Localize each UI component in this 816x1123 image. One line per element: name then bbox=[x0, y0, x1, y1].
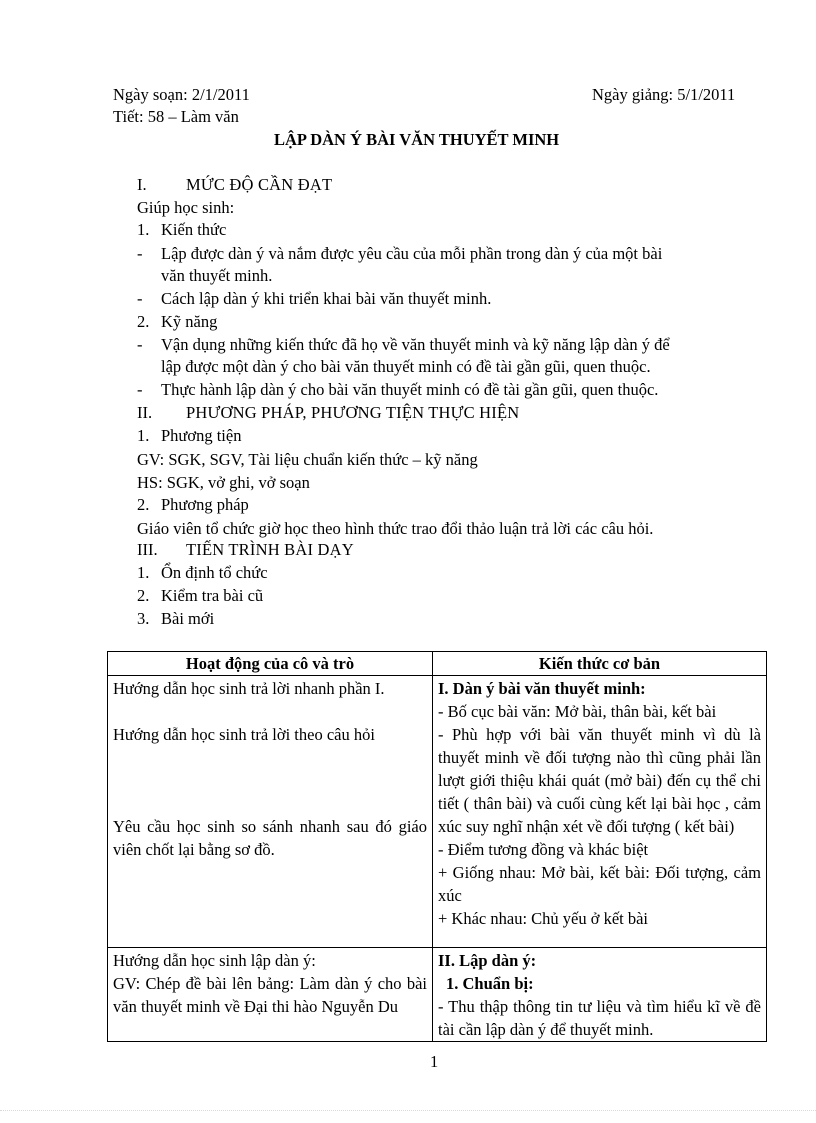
row1-right-l2: - Phù hợp với bài văn thuyết minh vì dù là thuyết minh về đối tượng nào thì cũng phải lần lượt giới thiệu khái quát (mở bài) đến cụ thể chi tiết ( thân bài) và cuối cùng kết lại bài học , cảm xúc suy nghĩ nhận xét về đối tượng ( kết bài) bbox=[438, 725, 761, 836]
s2-item1-num: 1. bbox=[137, 426, 150, 445]
section1-heading: MỨC ĐỘ CẦN ĐẠT bbox=[186, 175, 333, 194]
row1-right-l5: + Khác nhau: Chủ yếu ở kết bài bbox=[438, 909, 649, 928]
s3-step-num: 3. bbox=[137, 609, 150, 628]
section1-intro: Giúp học sinh: bbox=[137, 198, 235, 217]
s3-step-num: 1. bbox=[137, 563, 150, 582]
s1-bullet2: Cách lập dàn ý khi triển khai bài văn thuyết minh. bbox=[161, 289, 492, 308]
s1-bullet3-line1: Vận dụng những kiến thức đã họ về văn thuyết minh và kỹ năng lập dàn ý để bbox=[161, 335, 670, 354]
table-cell bbox=[433, 948, 767, 1042]
s3-step-num: 2. bbox=[137, 586, 150, 605]
s1-item2: Kỹ năng bbox=[161, 312, 218, 331]
row1-right-heading: I. Dàn ý bài văn thuyết minh: bbox=[438, 679, 646, 698]
table-row bbox=[108, 948, 767, 1042]
s2-item2-num: 2. bbox=[137, 495, 150, 514]
table-cell bbox=[433, 676, 767, 948]
page-number: 1 bbox=[430, 1052, 439, 1071]
date-prepared: Ngày soạn: 2/1/2011 bbox=[113, 85, 250, 104]
row2-left-p2: GV: Chép đề bài lên bảng: Làm dàn ý cho bài văn thuyết minh về Đại thi hào Nguyễn Du bbox=[113, 974, 427, 1016]
section3-heading: TIẾN TRÌNH BÀI DẠY bbox=[186, 540, 354, 559]
table-cell bbox=[108, 948, 433, 1042]
bullet-dash: - bbox=[137, 244, 143, 263]
s1-item1: Kiến thức bbox=[161, 220, 227, 239]
row2-right-sub: 1. Chuẩn bị: bbox=[446, 974, 534, 993]
s1-item2-num: 2. bbox=[137, 312, 150, 331]
page-title: LẬP DÀN Ý BÀI VĂN THUYẾT MINH bbox=[274, 130, 560, 149]
row1-right-l3: - Điểm tương đồng và khác biệt bbox=[438, 840, 649, 859]
row1-left-p1: Hướng dẫn học sinh trả lời nhanh phần I. bbox=[113, 679, 385, 698]
bullet-dash: - bbox=[137, 380, 143, 399]
s1-bullet4: Thực hành lập dàn ý cho bài văn thuyết minh có đề tài gần gũi, quen thuộc. bbox=[161, 380, 659, 399]
table-cell bbox=[108, 676, 433, 948]
date-taught: Ngày giảng: 5/1/2011 bbox=[592, 85, 736, 104]
section2-heading: PHƯƠNG PHÁP, PHƯƠNG TIỆN THỰC HIỆN bbox=[186, 403, 520, 422]
s1-item1-num: 1. bbox=[137, 220, 150, 239]
row2-right-heading: II. Lập dàn ý: bbox=[438, 951, 537, 970]
s1-bullet1-line1: Lập được dàn ý và nắm được yêu cầu của mỗi phần trong dàn ý của một bài bbox=[161, 244, 663, 263]
s3-step: Kiểm tra bài cũ bbox=[161, 586, 264, 605]
section2-roman: II. bbox=[137, 403, 153, 422]
section1-roman: I. bbox=[137, 175, 147, 194]
row1-left-p2: Hướng dẫn học sinh trả lời theo câu hỏi bbox=[113, 725, 375, 744]
s3-step: Ổn định tổ chức bbox=[161, 563, 268, 582]
row1-right-l1: - Bố cục bài văn: Mở bài, thân bài, kết bài bbox=[438, 702, 717, 721]
row2-right-l1: - Thu thập thông tin tư liệu và tìm hiểu kĩ về đề tài cần lập dàn ý để thuyết minh. bbox=[438, 997, 761, 1039]
s2-hs: HS: SGK, vở ghi, vở soạn bbox=[137, 473, 310, 492]
s3-step: Bài mới bbox=[161, 609, 215, 628]
s2-item1: Phương tiện bbox=[161, 426, 242, 445]
bullet-dash: - bbox=[137, 289, 143, 308]
table-header-row bbox=[108, 652, 767, 676]
s2-item2: Phương pháp bbox=[161, 495, 249, 514]
s1-bullet3-line2: lập được một dàn ý cho bài văn thuyết minh có đề tài gần gũi, quen thuộc. bbox=[161, 357, 651, 376]
section3-roman: III. bbox=[137, 540, 158, 559]
table-row bbox=[108, 676, 767, 948]
bullet-dash: - bbox=[137, 335, 143, 354]
row1-right-l4: + Giống nhau: Mở bài, kết bài: Đối tượng, cảm xúc bbox=[438, 863, 761, 905]
row1-left-p3: Yêu cầu học sinh so sánh nhanh sau đó giáo viên chốt lại bằng sơ đồ. bbox=[113, 817, 427, 859]
row2-left-p1: Hướng dẫn học sinh lập dàn ý: bbox=[113, 951, 316, 970]
s1-bullet1-line2: văn thuyết minh. bbox=[161, 266, 273, 285]
table-header: Hoạt động của cô và trò bbox=[108, 652, 433, 676]
s2-method: Giáo viên tổ chức giờ học theo hình thức trao đổi thảo luận trả lời các câu hỏi. bbox=[137, 519, 654, 538]
page-divider bbox=[0, 1110, 816, 1111]
period-label: Tiết: 58 – Làm văn bbox=[113, 107, 239, 126]
s2-gv: GV: SGK, SGV, Tài liệu chuẩn kiến thức – kỹ năng bbox=[137, 450, 478, 469]
table-header: Kiến thức cơ bản bbox=[433, 652, 767, 676]
lesson-table bbox=[107, 651, 767, 1042]
